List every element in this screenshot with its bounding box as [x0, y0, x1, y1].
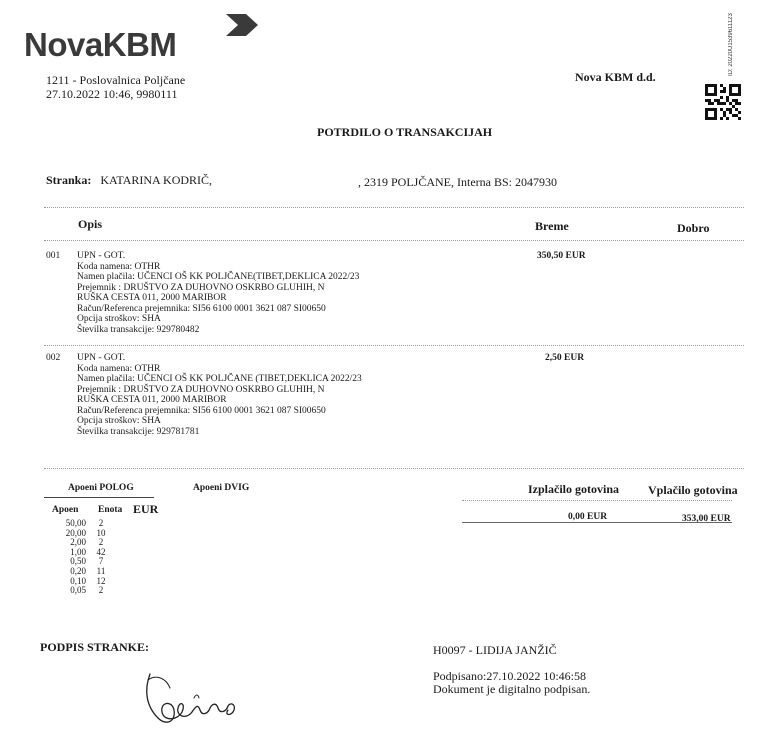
signed-timestamp: Podpisano:27.10.2022 10:46:58 — [433, 669, 587, 683]
izplacilo-value: 0,00 EUR — [568, 512, 608, 522]
detail-line: Namen plačila: UČENCI OŠ KK POLJČANE (TIBET,DEKLICA 2022/23 — [77, 374, 362, 384]
apoeni-polog-label: Apoeni POLOG — [68, 483, 134, 493]
enota-cell: 7 — [98, 556, 104, 567]
client-name: KATARINA KODRIČ, — [100, 173, 213, 187]
detail-line: Koda namena: OTHR — [77, 363, 161, 374]
client-label: Stranka: — [46, 173, 92, 187]
detail-line: Številka transakcije: 929781781 — [77, 426, 200, 437]
transaction-number: 001 — [46, 251, 61, 261]
detail-line: Opcija stroškov: SHA — [77, 416, 161, 426]
enota-cell: 11 — [96, 565, 106, 576]
divider — [44, 468, 744, 469]
divider — [44, 497, 154, 498]
detail-line: Prejemnik : DRUŠTVO ZA DUHOVNO OSKRBO GLUHIH, N — [77, 282, 325, 293]
apoen-cell: 0,20 — [70, 565, 86, 576]
column-dobro: Dobro — [677, 221, 710, 235]
detail-line: UPN - GOT. — [77, 353, 126, 363]
novakbm-logo — [22, 12, 252, 64]
apoen-cell: 0,05 — [70, 585, 86, 596]
apoen-header: Apoen — [52, 505, 79, 515]
apoen-cell: 0,10 — [70, 575, 86, 586]
currency-label: EUR — [133, 502, 159, 516]
divider — [462, 522, 732, 523]
enota-cell: 2 — [98, 537, 104, 548]
divider — [44, 345, 744, 346]
document-title: POTRDILO O TRANSAKCIJAH — [317, 125, 493, 139]
detail-line: Račun/Referenca prejemnika: SI56 6100 0001 3621 087 SI00650 — [77, 303, 326, 314]
divider — [44, 207, 744, 208]
digital-signature-note: Dokument je digitalno podpisan. — [433, 682, 591, 696]
detail-line: RUŠKA CESTA 011, 2000 MARIBOR — [77, 293, 227, 303]
apoen-cell: 1,00 — [70, 546, 86, 557]
apoen-cell: 50,00 — [65, 518, 86, 528]
qr-code-icon — [705, 84, 741, 120]
column-opis: Opis — [78, 217, 103, 231]
company-name: Nova KBM d.d. — [575, 70, 656, 84]
branch-line-2: 27.10.2022 10:46, 9980111 — [46, 87, 178, 101]
enota-cell: 42 — [96, 546, 106, 557]
apoen-cell: 2,00 — [70, 537, 86, 548]
transaction-breme: 2,50 EUR — [545, 353, 585, 363]
detail-line: Številka transakcije: 929780482 — [77, 324, 200, 335]
divider — [44, 240, 744, 241]
detail-line: UPN - GOT. — [77, 251, 126, 261]
clerk-name: H0097 - LIDIJA JANŽIČ — [433, 643, 557, 657]
handwritten-signature — [136, 660, 256, 732]
enota-cell: 10 — [96, 527, 106, 538]
column-breme: Breme — [535, 219, 569, 233]
enota-cell: 2 — [98, 585, 104, 596]
table-row — [44, 586, 116, 596]
enota-header: Enota — [98, 505, 123, 515]
vplacilo-value: 353,00 EUR — [682, 514, 731, 524]
vplacilo-label: Vplačilo gotovina — [648, 483, 738, 497]
transaction-details — [77, 353, 362, 437]
document-id: ID: 20220U1539611123 — [728, 13, 734, 76]
apoen-cell: 20,00 — [65, 527, 86, 538]
transaction-number: 002 — [46, 353, 61, 363]
detail-line: Račun/Referenca prejemnika: SI56 6100 0001 3621 087 SI00650 — [77, 405, 326, 416]
transaction-details — [77, 251, 359, 335]
detail-line: RUŠKA CESTA 011, 2000 MARIBOR — [77, 395, 227, 405]
apoeni-dvig-label: Apoeni DVIG — [193, 483, 250, 493]
divider — [462, 500, 732, 501]
detail-line: Namen plačila: UČENCI OŠ KK POLJČANE(TIBET,DEKLICA 2022/23 — [77, 272, 360, 282]
logo-text: NovaKBM — [24, 26, 177, 63]
client-row — [46, 173, 212, 188]
branch-line-1: 1211 - Poslovalnica Poljčane — [46, 73, 186, 87]
enota-cell: 12 — [96, 575, 106, 586]
apoen-cell: 0,50 — [70, 556, 86, 567]
denomination-table — [44, 519, 116, 596]
izplacilo-label: Izplačilo gotovina — [528, 482, 620, 496]
client-address: , 2319 POLJČANE, Interna BS: 2047930 — [358, 175, 557, 189]
logo-arrow-icon — [206, 12, 258, 48]
detail-line: Koda namena: OTHR — [77, 261, 161, 272]
signature-label: PODPIS STRANKE: — [40, 640, 150, 654]
detail-line: Opcija stroškov: SHA — [77, 314, 161, 324]
transaction-breme: 350,50 EUR — [537, 251, 586, 261]
detail-line: Prejemnik : DRUŠTVO ZA DUHOVNO OSKRBO GLUHIH, N — [77, 384, 325, 395]
enota-cell: 2 — [98, 518, 104, 528]
